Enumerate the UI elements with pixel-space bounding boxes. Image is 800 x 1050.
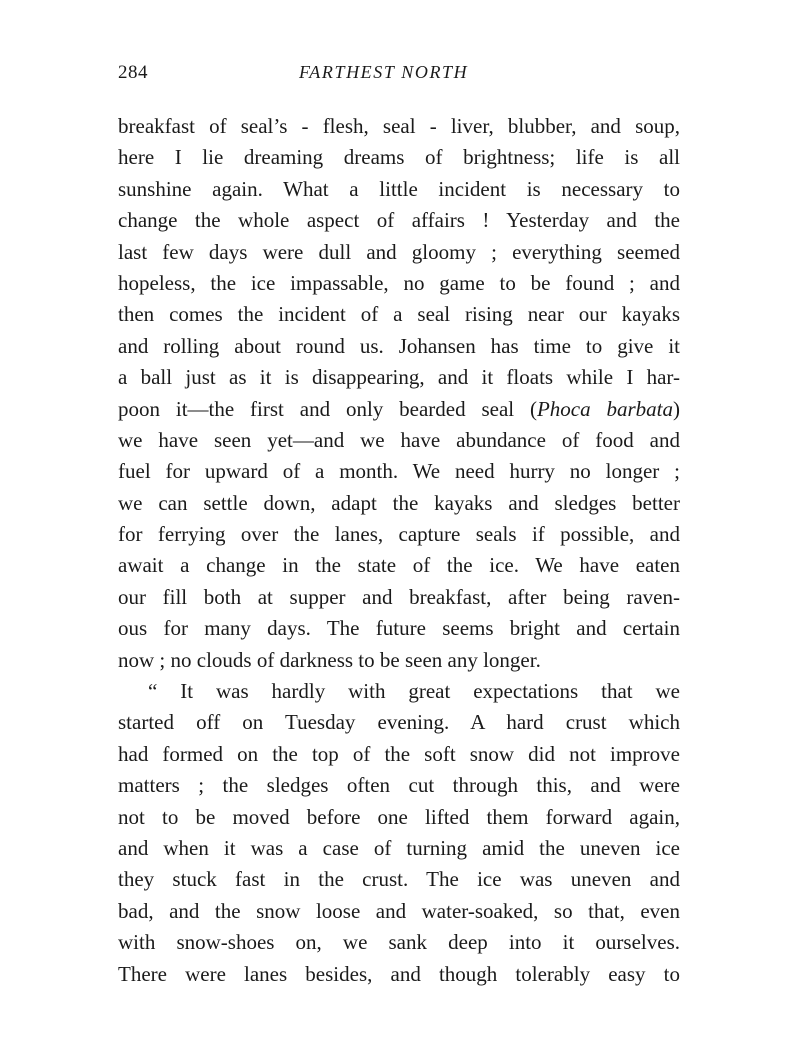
text-line: started off on Tuesday evening. A hard crust which xyxy=(118,710,680,735)
text-line: we can settle down, adapt the kayaks and sledges better xyxy=(118,490,680,515)
text-line: bad, and the snow loose and water-soaked, so that, even xyxy=(118,898,680,923)
text-line: here I lie dreaming dreams of brightness; life is all xyxy=(118,145,680,170)
body-text xyxy=(118,111,680,990)
text-line: we have seen yet—and we have abundance of food and xyxy=(118,427,680,452)
text-line: await a change in the state of the ice. We have eaten xyxy=(118,553,680,578)
text-line: and rolling about round us. Johansen has time to give it xyxy=(118,333,680,358)
text-line: our fill both at supper and breakfast, after being raven- xyxy=(118,584,680,609)
text-line: a ball just as it is disappearing, and it floats while I har- xyxy=(118,365,680,390)
text-line: fuel for upward of a month. We need hurry no longer ; xyxy=(118,459,680,484)
text-line: change the whole aspect of affairs ! Yesterday and the xyxy=(118,208,680,233)
page-header xyxy=(118,62,680,86)
text-line-with-italic: poon it—the first and only bearded seal (Phoca barbata) xyxy=(118,396,681,421)
paragraph-end-line: now ; no clouds of darkness to be seen any longer. xyxy=(118,647,541,672)
species-name: Phoca barbata xyxy=(536,396,674,421)
text-line: ous for many days. The future seems bright and certain xyxy=(118,616,680,641)
paragraph-start-line: “ It was hardly with great expectations that we xyxy=(148,679,680,704)
text-line: sunshine again. What a little incident is necessary to xyxy=(118,176,680,201)
text-line: breakfast of seal’s - flesh, seal - liver, blubber, and soup, xyxy=(118,114,680,138)
running-title: FARTHEST NORTH xyxy=(299,62,469,82)
text-line: and when it was a case of turning amid the uneven ice xyxy=(118,835,680,860)
text-line: they stuck fast in the crust. The ice was uneven and xyxy=(118,867,680,892)
text-line: There were lanes besides, and though tolerably easy to xyxy=(118,961,680,986)
text-line: then comes the incident of a seal rising near our kayaks xyxy=(118,302,680,327)
text-line: with snow-shoes on, we sank deep into it ourselves. xyxy=(118,930,680,955)
text-line: matters ; the sledges often cut through this, and were xyxy=(118,773,680,798)
page-number: 284 xyxy=(118,62,148,83)
text-line: hopeless, the ice impassable, no game to be found ; and xyxy=(118,270,680,295)
text-line: for ferrying over the lanes, capture seals if possible, and xyxy=(118,522,680,547)
text-line: last few days were dull and gloomy ; everything seemed xyxy=(118,239,680,264)
text-line: had formed on the top of the soft snow did not improve xyxy=(118,741,680,766)
text-line: not to be moved before one lifted them forward again, xyxy=(118,804,680,829)
